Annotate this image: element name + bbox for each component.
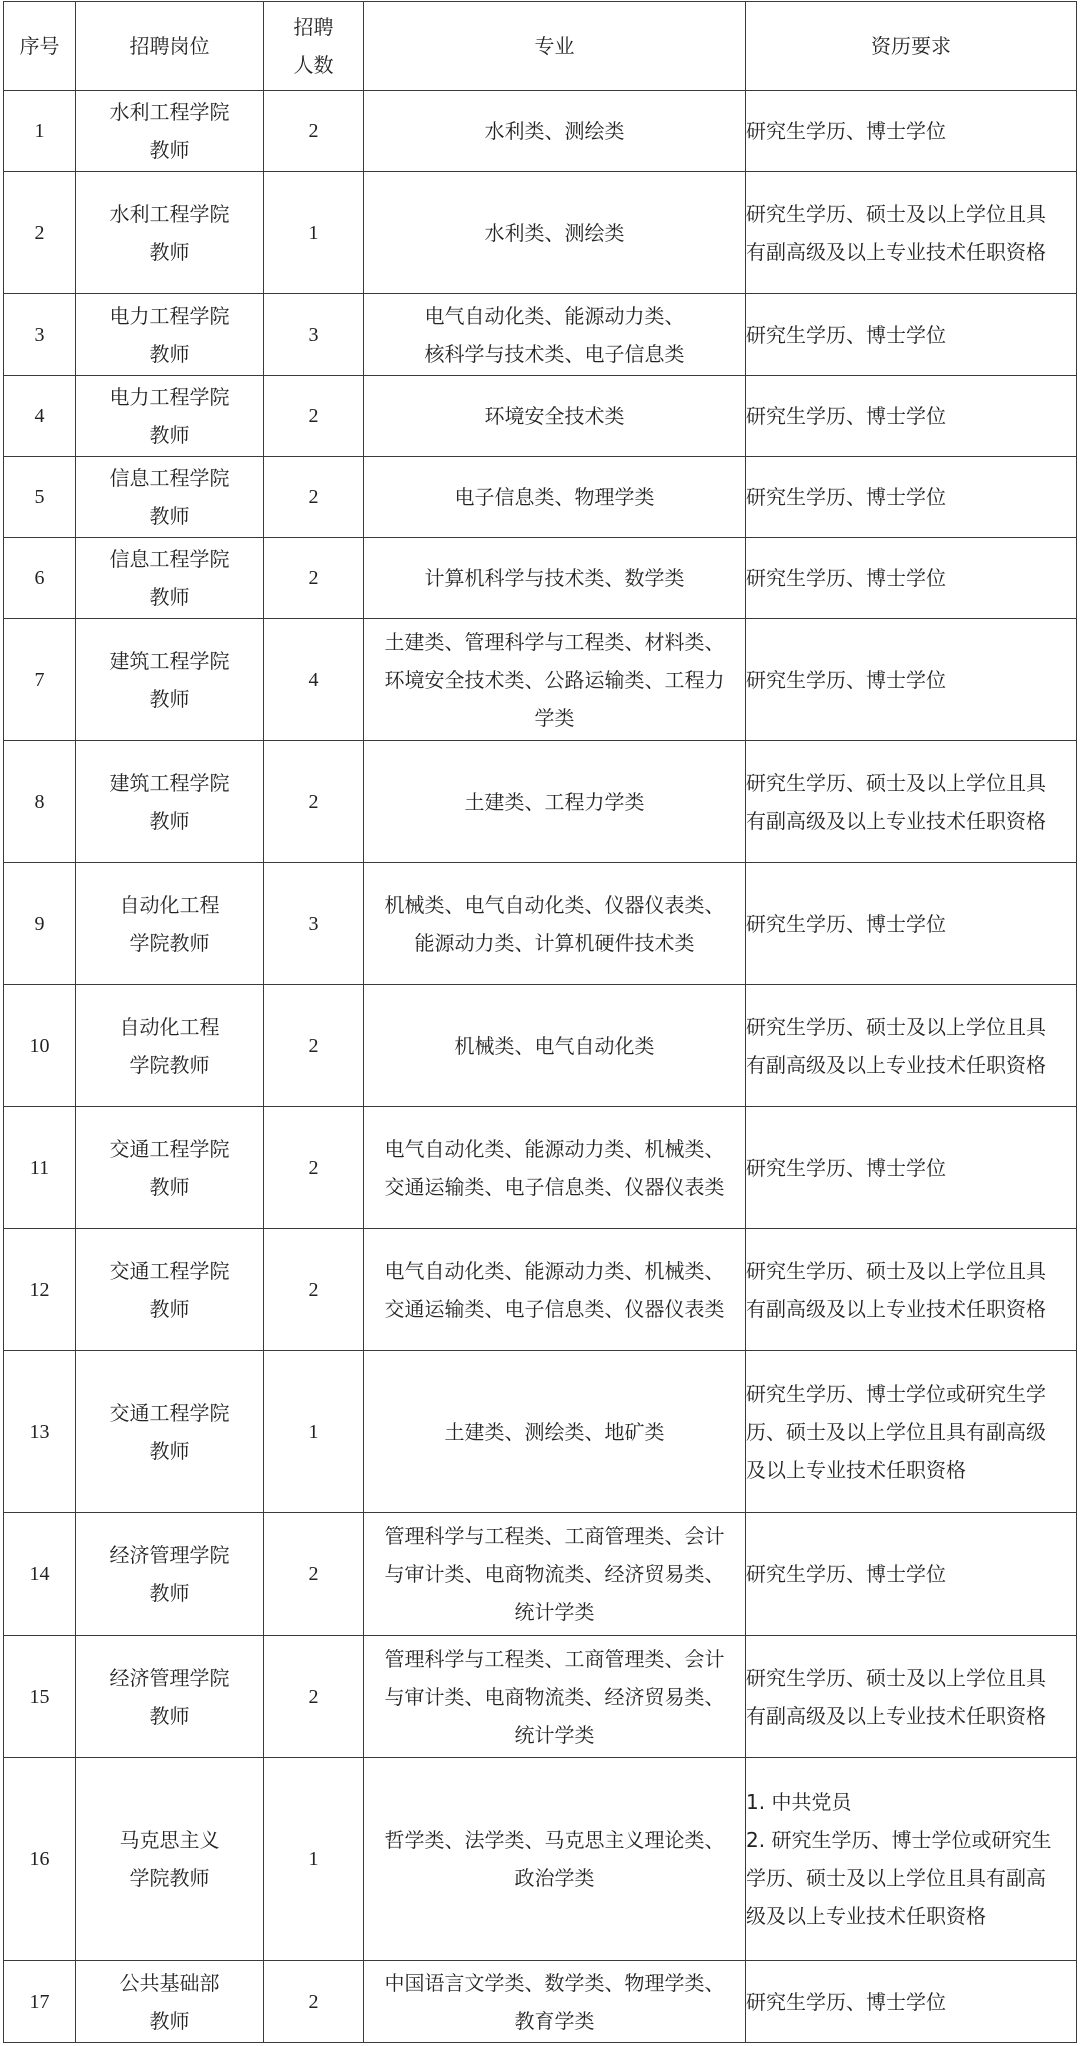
table-row xyxy=(4,1107,1077,1229)
cell-major: 水利类、测绘类 xyxy=(364,91,746,172)
cell-headcount: 2 xyxy=(264,91,364,172)
cell-requirement: 研究生学历、博士学位 xyxy=(746,294,1077,376)
cell-serial-number: 7 xyxy=(4,619,76,741)
cell-serial-number: 14 xyxy=(4,1513,76,1636)
cell-headcount: 3 xyxy=(264,294,364,376)
header-headcount: 招聘 人数 xyxy=(264,2,364,91)
cell-serial-number: 5 xyxy=(4,457,76,538)
cell-requirement: 研究生学历、博士学位 xyxy=(746,376,1077,457)
cell-serial-number: 15 xyxy=(4,1636,76,1758)
table-row xyxy=(4,1513,1077,1636)
cell-requirement: 研究生学历、博士学位 xyxy=(746,863,1077,985)
cell-serial-number: 4 xyxy=(4,376,76,457)
table-row xyxy=(4,1636,1077,1758)
table-row xyxy=(4,1758,1077,1961)
table-row xyxy=(4,1351,1077,1513)
cell-serial-number: 12 xyxy=(4,1229,76,1351)
cell-major: 计算机科学与技术类、数学类 xyxy=(364,538,746,619)
cell-serial-number: 10 xyxy=(4,985,76,1107)
header-position: 招聘岗位 xyxy=(76,2,264,91)
cell-requirement: 研究生学历、硕士及以上学位且具 有副高级及以上专业技术任职资格 xyxy=(746,172,1077,294)
cell-headcount: 1 xyxy=(264,172,364,294)
table-row xyxy=(4,457,1077,538)
cell-headcount: 4 xyxy=(264,619,364,741)
cell-position: 经济管理学院 教师 xyxy=(76,1636,264,1758)
cell-requirement: 研究生学历、博士学位 xyxy=(746,1513,1077,1636)
cell-requirement: 研究生学历、博士学位 xyxy=(746,91,1077,172)
cell-major: 管理科学与工程类、工商管理类、会计 与审计类、电商物流类、经济贸易类、 统计学类 xyxy=(364,1513,746,1636)
cell-major: 哲学类、法学类、马克思主义理论类、 政治学类 xyxy=(364,1758,746,1961)
cell-major: 中国语言文学类、数学类、物理学类、 教育学类 xyxy=(364,1961,746,2043)
cell-major: 土建类、工程力学类 xyxy=(364,741,746,863)
table-row xyxy=(4,1229,1077,1351)
header-major: 专业 xyxy=(364,2,746,91)
cell-serial-number: 16 xyxy=(4,1758,76,1961)
table-row xyxy=(4,294,1077,376)
recruitment-table xyxy=(3,1,1077,2043)
cell-major: 土建类、测绘类、地矿类 xyxy=(364,1351,746,1513)
cell-position: 信息工程学院 教师 xyxy=(76,457,264,538)
cell-position: 公共基础部 教师 xyxy=(76,1961,264,2043)
cell-requirement: 研究生学历、硕士及以上学位且具 有副高级及以上专业技术任职资格 xyxy=(746,1229,1077,1351)
cell-serial-number: 13 xyxy=(4,1351,76,1513)
cell-position: 马克思主义 学院教师 xyxy=(76,1758,264,1961)
table-row xyxy=(4,91,1077,172)
table-row xyxy=(4,863,1077,985)
cell-requirement: 研究生学历、硕士及以上学位且具 有副高级及以上专业技术任职资格 xyxy=(746,1636,1077,1758)
cell-major: 土建类、管理科学与工程类、材料类、 环境安全技术类、公路运输类、工程力 学类 xyxy=(364,619,746,741)
cell-requirement: 研究生学历、博士学位 xyxy=(746,457,1077,538)
cell-requirement: 研究生学历、博士学位 xyxy=(746,619,1077,741)
header-requirement: 资历要求 xyxy=(746,2,1077,91)
table-row xyxy=(4,172,1077,294)
cell-position: 电力工程学院 教师 xyxy=(76,376,264,457)
table-row xyxy=(4,1961,1077,2043)
cell-position: 水利工程学院 教师 xyxy=(76,91,264,172)
cell-headcount: 2 xyxy=(264,1513,364,1636)
cell-position: 水利工程学院 教师 xyxy=(76,172,264,294)
cell-major: 机械类、电气自动化类、仪器仪表类、 能源动力类、计算机硬件技术类 xyxy=(364,863,746,985)
cell-requirement: 研究生学历、硕士及以上学位且具 有副高级及以上专业技术任职资格 xyxy=(746,741,1077,863)
cell-major: 电气自动化类、能源动力类、 核科学与技术类、电子信息类 xyxy=(364,294,746,376)
cell-serial-number: 6 xyxy=(4,538,76,619)
cell-serial-number: 9 xyxy=(4,863,76,985)
cell-major: 机械类、电气自动化类 xyxy=(364,985,746,1107)
cell-headcount: 2 xyxy=(264,376,364,457)
table-row xyxy=(4,985,1077,1107)
cell-position: 经济管理学院 教师 xyxy=(76,1513,264,1636)
cell-major: 电气自动化类、能源动力类、机械类、 交通运输类、电子信息类、仪器仪表类 xyxy=(364,1229,746,1351)
cell-position: 建筑工程学院 教师 xyxy=(76,619,264,741)
table-body xyxy=(4,91,1077,2043)
table-row xyxy=(4,376,1077,457)
cell-headcount: 1 xyxy=(264,1758,364,1961)
cell-serial-number: 3 xyxy=(4,294,76,376)
cell-serial-number: 8 xyxy=(4,741,76,863)
cell-headcount: 2 xyxy=(264,741,364,863)
table-row xyxy=(4,538,1077,619)
cell-headcount: 2 xyxy=(264,1961,364,2043)
cell-position: 信息工程学院 教师 xyxy=(76,538,264,619)
cell-position: 自动化工程 学院教师 xyxy=(76,863,264,985)
cell-headcount: 2 xyxy=(264,1229,364,1351)
cell-requirement: 研究生学历、博士学位 xyxy=(746,1961,1077,2043)
cell-requirement: 研究生学历、硕士及以上学位且具 有副高级及以上专业技术任职资格 xyxy=(746,985,1077,1107)
cell-major: 水利类、测绘类 xyxy=(364,172,746,294)
cell-position: 自动化工程 学院教师 xyxy=(76,985,264,1107)
table-header-row xyxy=(4,2,1077,91)
cell-serial-number: 11 xyxy=(4,1107,76,1229)
cell-position: 建筑工程学院 教师 xyxy=(76,741,264,863)
cell-position: 交通工程学院 教师 xyxy=(76,1351,264,1513)
cell-requirement: 研究生学历、博士学位或研究生学 历、硕士及以上学位且具有副高级 及以上专业技术任职资格 xyxy=(746,1351,1077,1513)
cell-headcount: 1 xyxy=(264,1351,364,1513)
cell-position: 交通工程学院 教师 xyxy=(76,1229,264,1351)
cell-serial-number: 2 xyxy=(4,172,76,294)
table-row xyxy=(4,741,1077,863)
cell-serial-number: 17 xyxy=(4,1961,76,2043)
header-serial-number: 序号 xyxy=(4,2,76,91)
cell-major: 电子信息类、物理学类 xyxy=(364,457,746,538)
cell-headcount: 3 xyxy=(264,863,364,985)
cell-position: 交通工程学院 教师 xyxy=(76,1107,264,1229)
cell-headcount: 2 xyxy=(264,1107,364,1229)
cell-requirement: 研究生学历、博士学位 xyxy=(746,1107,1077,1229)
cell-headcount: 2 xyxy=(264,985,364,1107)
cell-serial-number: 1 xyxy=(4,91,76,172)
cell-major: 管理科学与工程类、工商管理类、会计 与审计类、电商物流类、经济贸易类、 统计学类 xyxy=(364,1636,746,1758)
cell-position: 电力工程学院 教师 xyxy=(76,294,264,376)
cell-headcount: 2 xyxy=(264,457,364,538)
cell-requirement: 1. 中共党员 2. 研究生学历、博士学位或研究生 学历、硕士及以上学位且具有副高 级及以上专业技术任职资格 xyxy=(746,1758,1077,1961)
cell-requirement: 研究生学历、博士学位 xyxy=(746,538,1077,619)
table-row xyxy=(4,619,1077,741)
cell-major: 电气自动化类、能源动力类、机械类、 交通运输类、电子信息类、仪器仪表类 xyxy=(364,1107,746,1229)
cell-headcount: 2 xyxy=(264,1636,364,1758)
cell-headcount: 2 xyxy=(264,538,364,619)
cell-major: 环境安全技术类 xyxy=(364,376,746,457)
